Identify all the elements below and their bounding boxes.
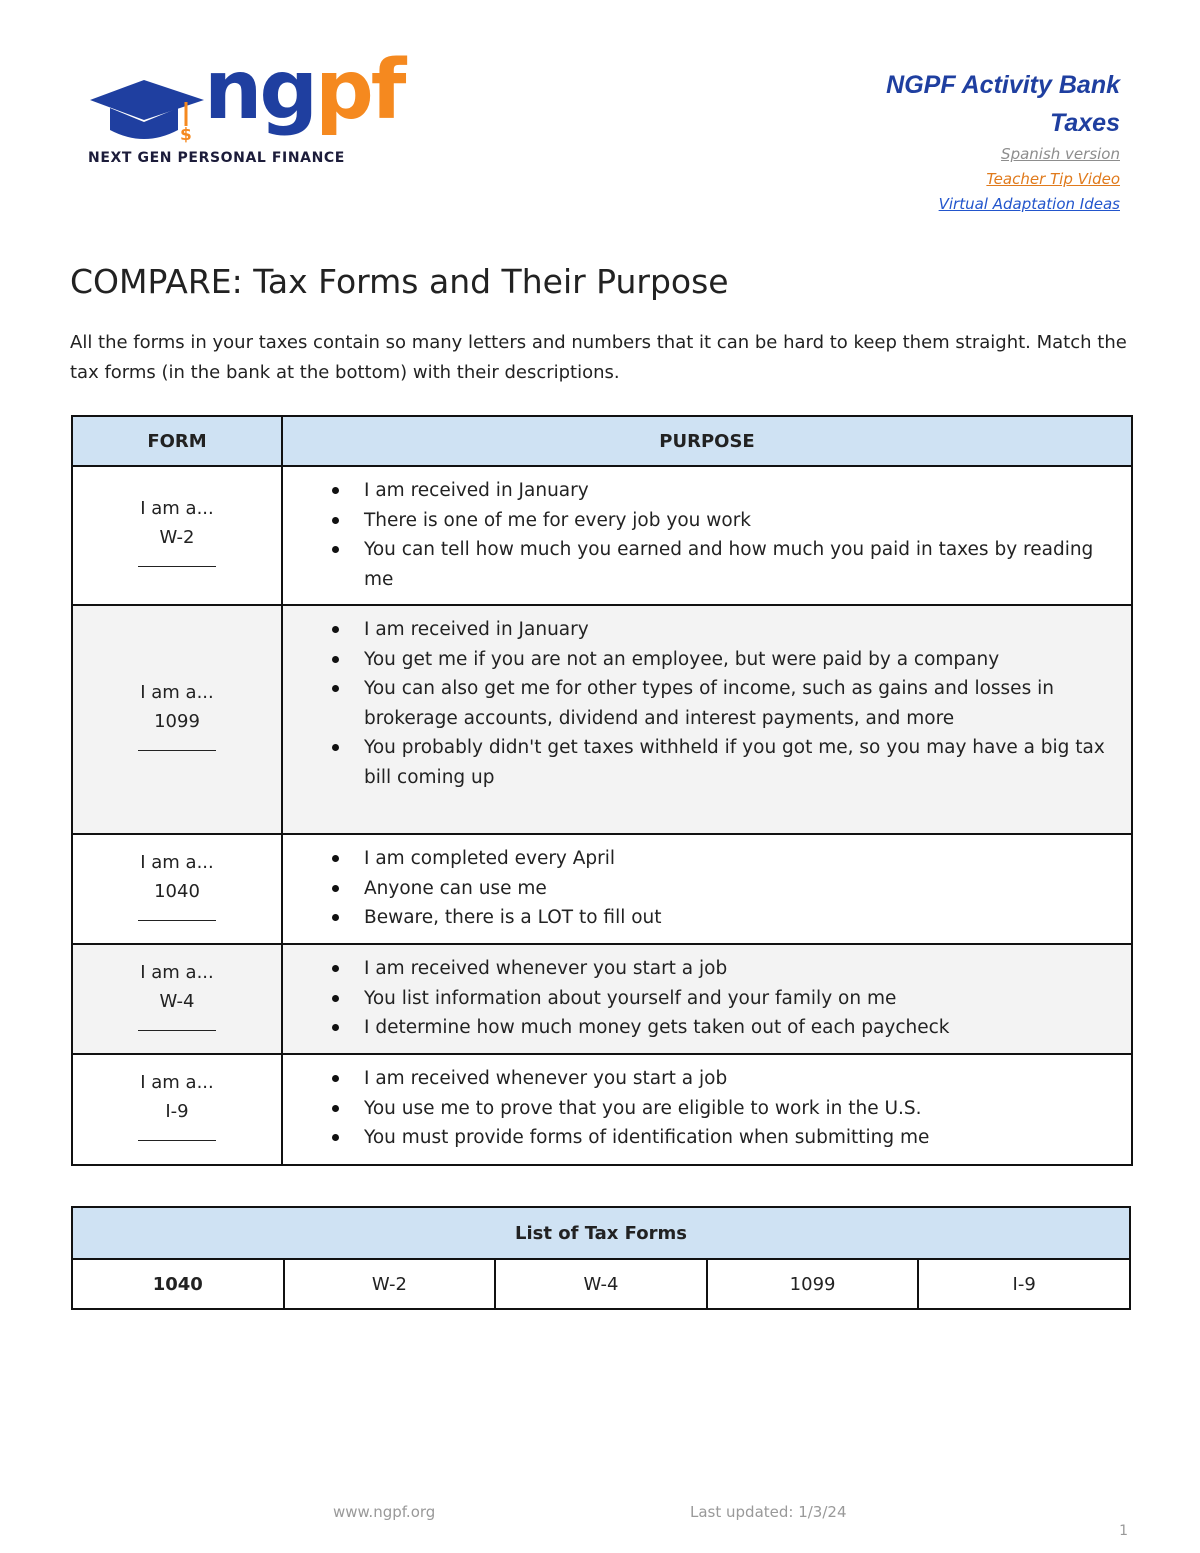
spanish-version-link[interactable]: Spanish version [1001,145,1120,163]
logo-wordmark-ng: ng [204,43,316,138]
tax-forms-bank-table [71,1206,1131,1310]
forms-purpose-table [71,415,1133,1166]
bank-header-row [72,1207,1130,1259]
list-item: You use me to prove that you are eligible to work in the U.S. [364,1094,1121,1124]
form-cell [72,466,282,605]
list-item: I am received whenever you start a job [364,1064,1121,1094]
answer-blank-line[interactable] [138,552,216,567]
logo-tagline: NEXT GEN PERSONAL FINANCE [88,150,345,166]
svg-text:$: $ [180,125,192,145]
bank-item: 1099 [707,1259,919,1309]
list-item: You probably didn't get taxes withheld if you got me, so you may have a big tax bill coming up [364,733,1121,792]
form-prefix: I am a... [140,851,214,873]
list-item: Anyone can use me [364,874,1121,904]
footer-website: www.ngpf.org [333,1503,436,1521]
bank-row [72,1259,1130,1309]
list-item: You list information about yourself and your family on me [364,984,1121,1014]
form-prefix: I am a... [140,498,214,519]
activity-bank-header [886,66,1120,217]
form-cell [72,1054,282,1165]
purpose-cell [282,944,1132,1054]
form-answer: 1040 [154,880,200,902]
activity-bank-topic: Taxes [1050,109,1120,137]
purpose-list [283,1064,1121,1153]
form-prefix: I am a... [140,1072,214,1093]
bank-item: I-9 [918,1259,1130,1309]
answer-blank-line[interactable] [138,1016,216,1031]
answer-blank-line[interactable] [138,906,216,921]
bank-item: 1040 [72,1259,284,1309]
form-prefix: I am a... [140,961,214,983]
list-item: You get me if you are not an employee, but were paid by a company [364,645,1121,675]
purpose-cell [282,466,1132,605]
table-row [72,466,1132,605]
list-item: You must provide forms of identification when submitting me [364,1123,1121,1153]
list-item: Beware, there is a LOT to fill out [364,903,1121,933]
form-prefix: I am a... [140,682,214,703]
answer-blank-line[interactable] [138,736,216,751]
list-item: You can tell how much you earned and how much you paid in taxes by reading me [364,535,1121,594]
purpose-list [283,615,1121,792]
page-title: COMPARE: Tax Forms and Their Purpose [70,262,729,301]
form-cell [72,605,282,834]
form-cell [72,834,282,944]
form-answer: 1099 [154,711,200,732]
form-answer: I-9 [165,1101,189,1122]
purpose-list [283,954,1121,1043]
activity-bank-title: NGPF Activity Bank [886,71,1120,99]
list-item: I am received in January [364,615,1121,645]
bank-item: W-4 [495,1259,707,1309]
table-row [72,944,1132,1054]
purpose-cell [282,605,1132,834]
table-row [72,1054,1132,1165]
list-item: I am received whenever you start a job [364,954,1121,984]
teacher-tip-video-link[interactable]: Teacher Tip Video [986,170,1120,188]
purpose-cell [282,834,1132,944]
logo-wordmark [204,43,404,138]
purpose-cell [282,1054,1132,1165]
form-column-header: FORM [72,416,282,466]
table-header-row [72,416,1132,466]
ngpf-logo [86,43,404,174]
bank-item: W-2 [284,1259,496,1309]
table-row [72,605,1132,834]
table-row [72,834,1132,944]
graduation-cap-icon [86,76,210,146]
answer-blank-line[interactable] [138,1126,216,1141]
list-item: There is one of me for every job you work [364,506,1121,536]
form-answer: W-4 [159,990,195,1012]
form-answer: W-2 [159,527,195,548]
purpose-column-header: PURPOSE [282,416,1132,466]
purpose-list [283,844,1121,933]
list-item: I am completed every April [364,844,1121,874]
footer-last-updated: Last updated: 1/3/24 [690,1503,847,1521]
form-cell [72,944,282,1054]
list-item: You can also get me for other types of income, such as gains and losses in brokerage accounts, dividend and interest payments, and more [364,674,1121,733]
logo-wordmark-pf: pf [315,43,404,138]
list-item: I am received in January [364,476,1121,506]
page-number: 1 [1119,1523,1128,1539]
virtual-adaptation-link[interactable]: Virtual Adaptation Ideas [938,195,1120,213]
intro-paragraph: All the forms in your taxes contain so many letters and numbers that it can be hard to keep them straight. Match the tax forms (in the bank at the bottom) with their descriptions. [70,332,1127,383]
list-item: I determine how much money gets taken out of each paycheck [364,1013,1121,1043]
purpose-list [283,476,1121,594]
bank-title: List of Tax Forms [72,1207,1130,1259]
